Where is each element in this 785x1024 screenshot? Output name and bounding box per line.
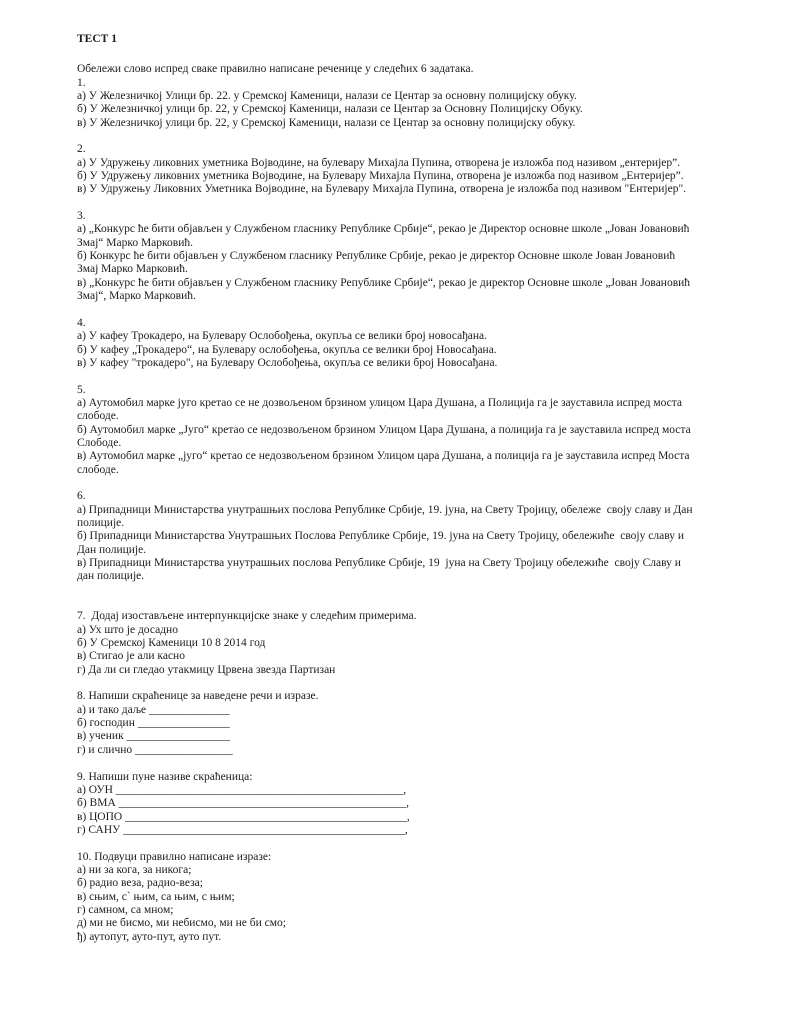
task-7-item-a: а) Ух што је досадно bbox=[77, 623, 178, 636]
task-2-option-b: б) У Удружењу ликовних уметника Војводине, на Булевару Михајла Пупина, отворена је изложба под називом „Ентеријер”. bbox=[77, 170, 684, 183]
task-6-option-b-line-2: Дан полиције. bbox=[77, 543, 147, 556]
blank-line bbox=[77, 584, 693, 597]
task-5-option-b-line-2: Слободе. bbox=[77, 436, 122, 449]
task-4-option-b: б) У кафеу „Трокадеро“, на Булевару ослобођења, окупља се велики број Новосађана. bbox=[77, 343, 497, 356]
test-body bbox=[77, 63, 693, 944]
task-5-option-a-line-2: слободе. bbox=[77, 410, 119, 423]
task-8 bbox=[77, 690, 693, 757]
task-2 bbox=[77, 143, 693, 196]
task-1 bbox=[77, 77, 693, 130]
task-1-number: 1. bbox=[77, 76, 86, 89]
task-3-option-c-line-2: Змај“, Марко Марковић. bbox=[77, 290, 196, 303]
blank-line bbox=[77, 677, 693, 690]
task-3-number: 3. bbox=[77, 210, 86, 223]
task-2-number: 2. bbox=[77, 143, 86, 156]
blank-line bbox=[77, 130, 693, 143]
task-9 bbox=[77, 771, 693, 838]
blank-line bbox=[77, 477, 693, 490]
task-6-option-a-line-2: полиције. bbox=[77, 516, 125, 529]
blank-line bbox=[77, 370, 693, 383]
blank-line bbox=[77, 597, 693, 610]
task-10 bbox=[77, 851, 693, 944]
task-6-option-c-line-2: дан полиције. bbox=[77, 570, 145, 583]
task-7-item-c: в) Стигао је али касно bbox=[77, 650, 185, 663]
task-5-option-a: а) Аутомобил марке југо кретао се не дозвољеном брзином улицом Цара Душана, а Полиција га је зауставила испред моста bbox=[77, 396, 683, 409]
task-6-number: 6. bbox=[77, 490, 86, 503]
task-6-option-c: в) Припадници Министарства унутрашњих послова Републике Србије, 19 јуна на Свету Тројицу обележиће своју Славу и bbox=[77, 557, 681, 570]
task-9-item-b: б) ВМА __________________________________________________, bbox=[77, 797, 410, 810]
task-10-item-b: б) радио веза, радио-веза; bbox=[77, 877, 203, 890]
task-8-heading: 8. Напиши скраћенице за наведене речи и изразе. bbox=[77, 690, 319, 703]
task-9-item-c: в) ЦОПО _________________________________________________, bbox=[77, 810, 410, 823]
task-7-item-b: б) У Сремској Каменици 10 8 2014 год bbox=[77, 637, 266, 650]
task-10-item-a: а) ни за кога, за никога; bbox=[77, 863, 192, 876]
instruction: Обележи слово испред сваке правилно написане реченице у следећих 6 задатака. bbox=[77, 63, 474, 76]
task-8-item-d: г) и слично _________________ bbox=[77, 743, 233, 756]
task-3 bbox=[77, 210, 693, 303]
task-1-option-a: а) У Железничкој Улици бр. 22. у Сремској Каменици, налази се Центар за основну полицијску обуку. bbox=[77, 89, 577, 102]
task-7 bbox=[77, 610, 693, 677]
task-4-option-c: в) У кафеу "трокадеро", на Булевару Ослобођења, окупља се велики број Новосађана. bbox=[77, 356, 498, 369]
task-9-item-a: а) ОУН __________________________________________________, bbox=[77, 783, 407, 796]
task-4-option-a: а) У кафеу Трокадеро, на Булевару Ослобођења, окупља се велики број новосађана. bbox=[77, 330, 487, 343]
blank-line bbox=[77, 757, 693, 770]
task-8-item-b: б) господин ________________ bbox=[77, 717, 230, 730]
task-4-number: 4. bbox=[77, 316, 86, 329]
task-1-option-b: б) У Железничкој улици бр. 22, у Сремској Каменици, налази се Центар за Основну Полицијску Обуку. bbox=[77, 103, 583, 116]
task-10-item-c: в) сњим, с` њим, са њим, с њим; bbox=[77, 890, 235, 903]
task-5-option-b: б) Аутомобил марке „Југо“ кретао се недозвољеном брзином Улицом Цара Душана, а полиција га је зауставила испред моста bbox=[77, 423, 691, 436]
task-7-item-d: г) Да ли си гледао утакмицу Црвена звезда Партизан bbox=[77, 663, 336, 676]
blank-line bbox=[77, 197, 693, 210]
task-5-option-c-line-2: слободе. bbox=[77, 463, 119, 476]
task-10-item-f: ђ) аутопут, ауто-пут, ауто пут. bbox=[77, 930, 222, 943]
task-3-option-b: б) Конкурс ће бити објављен у Службеном гласнику Републике Србије, рекао је директор Основне школе Јован Јовановић bbox=[77, 250, 676, 263]
task-6-option-a: а) Припадници Министарства унутрашњих послова Републике Србије, 19. јуна, на Свету Тројицу, обележе своју славу и Дан bbox=[77, 503, 693, 516]
blank-line bbox=[77, 837, 693, 850]
task-7-heading: 7. Додај изостављене интерпункцијске знаке у следећим примерима. bbox=[77, 610, 417, 623]
task-10-item-d: г) самном, са мном; bbox=[77, 903, 174, 916]
task-5 bbox=[77, 384, 693, 477]
task-3-option-a-line-2: Змај“ Марко Марковић. bbox=[77, 236, 193, 249]
task-5-number: 5. bbox=[77, 383, 86, 396]
task-5-option-c: в) Аутомобил марке „југо“ кретао се недозвољеном брзином Улицом цара Душана, а полиција га је зауставила испред Моста bbox=[77, 450, 690, 463]
task-9-item-d: г) САНУ _________________________________________________, bbox=[77, 823, 408, 836]
task-2-option-a: а) У Удружењу ликовних уметника Војводине, на булевару Михајла Пупина, отворена је изложба под називом „ентеријер”. bbox=[77, 156, 681, 169]
task-3-option-a: а) „Конкурс ће бити објављен у Службеном гласнику Републике Србије“, рекао је Директор основне школе „Јован Јовановић bbox=[77, 223, 690, 236]
test-title: ТЕСТ 1 bbox=[77, 33, 117, 45]
task-10-heading: 10. Подвуци правилно написане изразе: bbox=[77, 850, 272, 863]
task-9-heading: 9. Напиши пуне називе скраћеница: bbox=[77, 770, 253, 783]
task-1-option-c: в) У Железничкој улици бр. 22, у Сремској Каменици, налази се Центар за основну полицијску обуку. bbox=[77, 116, 576, 129]
task-8-item-c: в) ученик __________________ bbox=[77, 730, 231, 743]
task-8-item-a: а) и тако даље ______________ bbox=[77, 703, 230, 716]
task-3-option-c: в) „Конкурс ће бити објављен у Службеном гласнику Републике Србије“, рекао је директор Основне школе „Јован Јовановић bbox=[77, 276, 691, 289]
task-2-option-c: в) У Удружењу Ликовних Уметника Војводине, на Булевару Михајла Пупина, отворена је изложба под називом "Ентеријер". bbox=[77, 183, 687, 196]
task-6-option-b: б) Припадници Министарства Унутрашњих Послова Републике Србије, 19. јуна на Свету Тројицу, обележиће своју славу и bbox=[77, 530, 685, 543]
task-10-item-e: д) ми не бисмо, ми небисмо, ми не би смо; bbox=[77, 917, 286, 930]
blank-line bbox=[77, 303, 693, 316]
task-3-option-b-line-2: Змај Марко Марковић. bbox=[77, 263, 188, 276]
task-4 bbox=[77, 317, 693, 370]
task-6 bbox=[77, 490, 693, 583]
